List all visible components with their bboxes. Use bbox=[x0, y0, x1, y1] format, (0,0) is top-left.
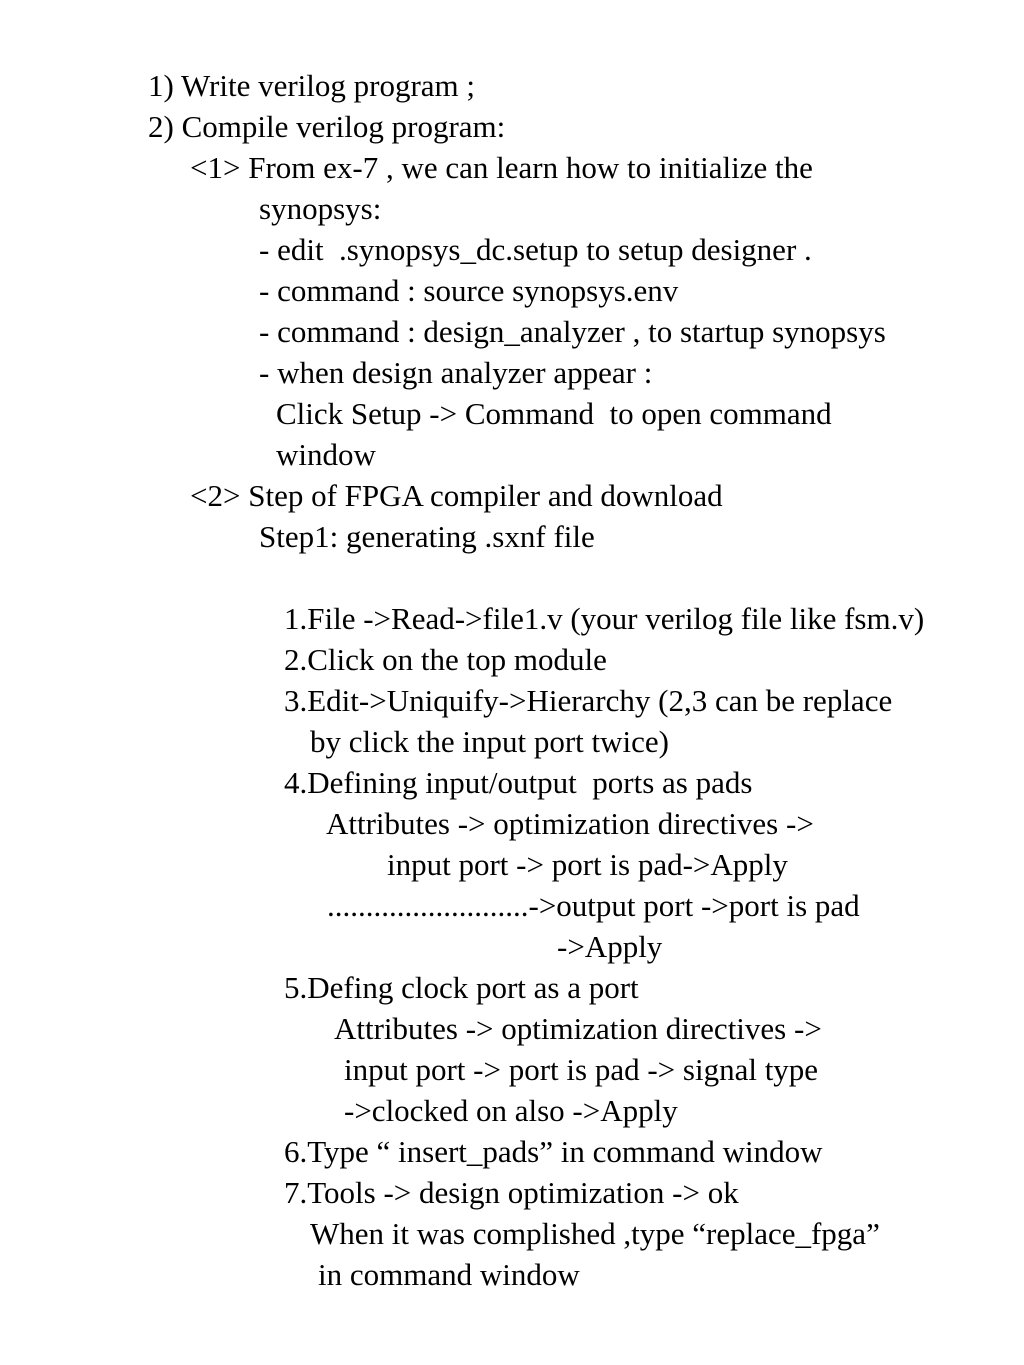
item-5-attributes: Attributes -> optimization directives -> bbox=[334, 1011, 822, 1046]
step-2-compile-program: 2) Compile verilog program: bbox=[148, 109, 506, 144]
substep-1-continuation: synopsys: bbox=[259, 191, 382, 226]
item-7-tools-optimization: 7.Tools -> design optimization -> ok bbox=[284, 1175, 739, 1210]
click-setup-continuation: window bbox=[276, 437, 376, 472]
item-4-input-port: input port -> port is pad->Apply bbox=[387, 847, 788, 882]
substep-1-initialize: <1> From ex-7 , we can learn how to initialize the bbox=[190, 150, 813, 185]
item-1-file-read: 1.File ->Read->file1.v (your verilog file like fsm.v) bbox=[284, 601, 925, 636]
item-4-apply: ->Apply bbox=[557, 929, 663, 964]
item-4-output-port: ..........................->output port ->port is pad bbox=[327, 888, 860, 923]
item-5-clocked-apply: ->clocked on also ->Apply bbox=[344, 1093, 678, 1128]
bullet-command-source: - command : source synopsys.env bbox=[259, 273, 679, 308]
bullet-analyzer-appear: - when design analyzer appear : bbox=[259, 355, 653, 390]
item-4-define-pads: 4.Defining input/output ports as pads bbox=[284, 765, 753, 800]
step1-generating-sxnf: Step1: generating .sxnf file bbox=[259, 519, 595, 554]
item-3-continuation: by click the input port twice) bbox=[310, 724, 669, 759]
bullet-command-analyzer: - command : design_analyzer , to startup synopsys bbox=[259, 314, 886, 349]
substep-2-fpga-compiler: <2> Step of FPGA compiler and download bbox=[190, 478, 723, 513]
item-5-clock-port: 5.Defing clock port as a port bbox=[284, 970, 639, 1005]
bullet-edit-setup: - edit .synopsys_dc.setup to setup designer . bbox=[259, 232, 812, 267]
item-7-command-window: in command window bbox=[318, 1257, 580, 1292]
item-6-insert-pads: 6.Type “ insert_pads” in command window bbox=[284, 1134, 823, 1169]
item-5-input-port: input port -> port is pad -> signal type bbox=[344, 1052, 819, 1087]
item-3-uniquify: 3.Edit->Uniquify->Hierarchy (2,3 can be replace bbox=[284, 683, 893, 718]
click-setup-command: Click Setup -> Command to open command bbox=[276, 396, 832, 431]
item-7-replace-fpga: When it was complished ,type “replace_fpga” bbox=[310, 1216, 880, 1251]
step-1-write-program: 1) Write verilog program ; bbox=[148, 68, 476, 103]
item-4-attributes: Attributes -> optimization directives -> bbox=[326, 806, 814, 841]
item-2-click-top-module: 2.Click on the top module bbox=[284, 642, 607, 677]
